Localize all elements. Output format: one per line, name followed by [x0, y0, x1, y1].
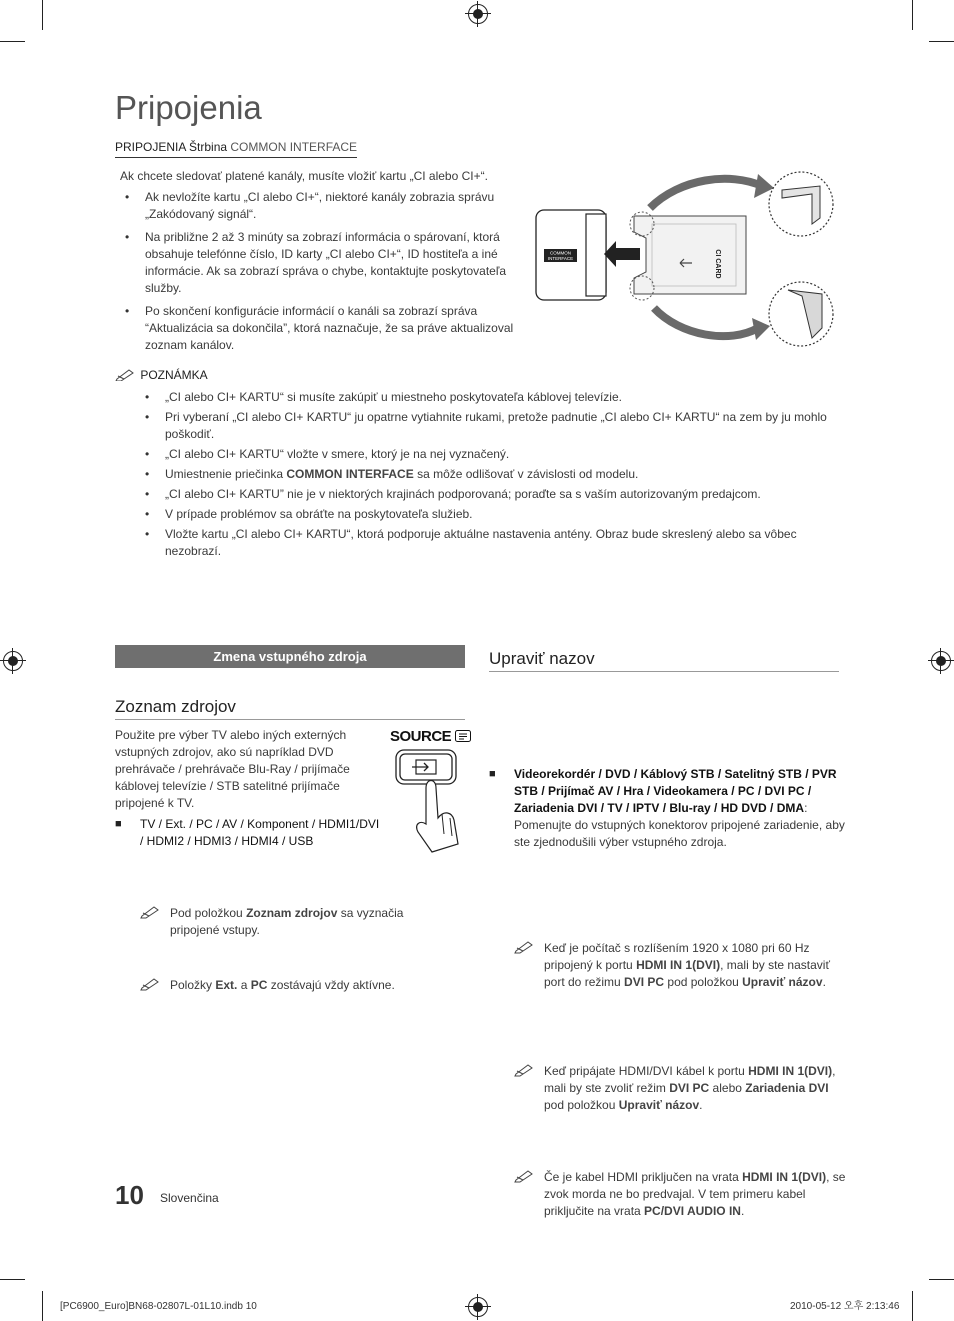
list-item — [140, 409, 845, 443]
memo-bold: PC/DVI AUDIO IN — [644, 1204, 741, 1218]
memo — [514, 940, 849, 991]
remote-source-button-icon — [392, 748, 468, 854]
note-text: Umiestnenie priečinka — [165, 467, 287, 481]
slot-opening — [586, 214, 606, 296]
memo-bold: Ext. — [215, 978, 238, 992]
memo-bold: Upraviť názov — [742, 975, 823, 989]
note-list — [140, 389, 845, 563]
memo-pen-icon — [514, 1063, 536, 1077]
crop-mark — [929, 1279, 954, 1280]
heading-rule — [489, 671, 839, 672]
memo-bold: HDMI IN 1(DVI) — [636, 958, 721, 972]
note-text: „CI alebo CI+ KARTU“ vložte v smere, ktorý je na nej vyznačený. — [165, 447, 510, 461]
list-item — [140, 389, 845, 406]
intro-bullets — [120, 189, 520, 354]
memo-pen-icon — [140, 905, 162, 919]
registration-mark-icon — [931, 651, 951, 671]
memo-text: pod položkou — [544, 1098, 619, 1112]
note-heading-text: POZNÁMKA — [140, 368, 208, 382]
memo-pen-icon — [514, 940, 536, 954]
memo-bold: DVI PC — [624, 975, 665, 989]
breadcrumb-highlight: COMMON INTERFACE — [230, 140, 358, 154]
source-button-label — [390, 728, 471, 745]
memo-bold: DVI PC — [669, 1081, 710, 1095]
registration-mark-icon — [3, 651, 23, 671]
print-file-info: [PC6900_Euro]BN68-02807L-01L10.indb 10 — [60, 1301, 257, 1312]
memo — [514, 1063, 849, 1114]
memo-text: Če je kabel HDMI priključen na vrata — [544, 1170, 743, 1184]
registration-mark-icon — [468, 1297, 488, 1317]
memo-text: a — [237, 978, 251, 992]
memo-text: , mali by ste nastaviť port do režimu — [544, 958, 830, 989]
memo-text: pod položkou — [664, 975, 743, 989]
note-text: „CI alebo CI+ KARTU” nie je v niektorých krajinách podporovaná; poraďte sa s vaším autorizovaným predajcom. — [165, 487, 761, 501]
list-item — [140, 486, 845, 503]
breadcrumb — [115, 139, 357, 158]
memo-text: , se zvok morda ne bo predvajal. V tem primeru kabel priključite na vrata — [544, 1170, 846, 1218]
memo-text: alebo — [709, 1081, 746, 1095]
crop-mark — [912, 0, 913, 30]
ci-card — [634, 216, 746, 294]
memo-text: sa vyznačia pripojené vstupy. — [170, 906, 404, 937]
note-text: sa môže odlišovať v závislosti od modelu. — [413, 467, 639, 481]
arrowhead-icon — [752, 318, 770, 340]
note-pen-icon — [115, 368, 137, 381]
list-item — [140, 446, 845, 463]
memo-bold: Upraviť názov — [618, 1098, 700, 1112]
memo — [514, 1169, 849, 1220]
crop-mark — [912, 1291, 913, 1321]
card-label: CI CARD — [714, 249, 721, 279]
rename-item — [489, 766, 854, 851]
page-number: 10 — [115, 1180, 144, 1210]
note-text: V prípade problémov sa obráťte na poskytovateľa služieb. — [165, 507, 473, 521]
memo-text: Položky — [170, 978, 216, 992]
registration-mark-icon — [468, 4, 488, 24]
footer-language: Slovenčina — [160, 1191, 219, 1205]
memo-text: Pod položkou — [170, 906, 247, 920]
crop-mark — [929, 41, 954, 42]
list-item: • Na približne 2 až 3 minúty sa zobrazí informácia o spárovaní, ktorá obsahuje telefónne číslo, ID karty „CI alebo CI+“, ID hostiteľa a iné informácie. Ak sa zobrazí správa o chybe, kontaktujte poskytovateľa služby. — [120, 229, 520, 297]
note-text: Pri vyberaní „CI alebo CI+ KARTU“ ju opatrne vytiahnite rukami, pretože padnutie „CI alebo CI+ KARTU“ na zem by ju mohlo poškodiť. — [165, 410, 827, 441]
slot-label-line2: INTERFACE — [547, 256, 574, 261]
memo-bold: HDMI IN 1(DVI) — [748, 1064, 833, 1078]
crop-mark — [0, 1279, 25, 1280]
memo — [140, 977, 455, 994]
print-date-info: 2010-05-12 오후 2:13:46 — [790, 1301, 900, 1312]
breadcrumb-prefix: PRIPOJENIA Štrbina — [115, 140, 231, 154]
rename-text: : Pomenujte do vstupných konektorov pripojené zariadenie, aby ste zjednodušili výber vstupného zdroja. — [514, 801, 845, 849]
curved-arrow-icon — [650, 179, 762, 208]
memo-text: , mali by ste zvoliť režim — [544, 1064, 836, 1095]
source-list-text: TV / Ext. / PC / AV / Komponent / HDMI1/DVI / HDMI2 / HDMI3 / HDMI4 / USB — [140, 817, 380, 848]
slot-label-line1: COMMON — [550, 250, 571, 256]
zoznam-zdrojov-heading: Zoznam zdrojov — [115, 697, 236, 716]
memo-bold: Zariadenia DVI — [745, 1081, 829, 1095]
memo — [140, 905, 455, 939]
memo-pen-icon — [140, 977, 162, 991]
memo-text: . — [822, 975, 826, 989]
note-bold: COMMON INTERFACE — [286, 467, 414, 481]
list-item: • Po skončení konfigurácie informácií o kanáli sa zobrazí správa “Aktualizácia sa dokončila”, ktorá naznačuje, že sa práve aktualizoval zoznam kanálov. — [120, 303, 520, 354]
crop-mark — [0, 41, 25, 42]
note-text: Vložte kartu „CI alebo CI+ KARTU“, ktorá podporuje aktuálne nastavenia antény. Obraz bude skreslený alebo sa vôbec nezobrazí. — [165, 527, 797, 558]
section-bar: Zmena vstupného zdroja — [115, 645, 465, 668]
memo-bold: HDMI IN 1(DVI) — [742, 1170, 827, 1184]
zoznam-zdrojov-paragraph: Použite pre výber TV alebo iných externých vstupných zdrojov, ako sú napríklad DVD prehrávače / prehrávače Blu-Ray / prijímače káblovej televízie / STB satelitné prijímače pripojené k TV. — [115, 728, 350, 810]
memo-text: . — [699, 1098, 703, 1112]
memo-text: zostávajú vždy aktívne. — [267, 978, 395, 992]
intro-text: Ak chcete sledovať platené kanály, musíte vložiť kartu „CI alebo CI+“. — [120, 169, 488, 183]
memo-text: . — [740, 1204, 745, 1218]
memo-text: Keď je počítač s rozlíšením 1920 x 1080 pri 60 Hz pripojený k portu — [544, 941, 810, 972]
memo-bold: Zoznam zdrojov — [246, 906, 338, 920]
memo-text: Keď pripájate HDMI/DVI kábel k portu — [544, 1064, 749, 1078]
source-list-item — [115, 816, 380, 850]
source-list-icon — [455, 730, 471, 742]
memo-bold: PC — [250, 978, 268, 992]
upravit-nazov-heading: Upraviť nazov — [489, 649, 595, 668]
crop-mark — [42, 1291, 43, 1321]
intro-section — [120, 168, 520, 357]
memo-pen-icon — [514, 1169, 536, 1183]
insert-arrow-icon — [604, 241, 640, 267]
source-label: SOURCE — [390, 728, 452, 745]
rename-devices: Videorekordér / DVD / Káblový STB / Satelitný STB / PVR STB / Prijímač AV / Hra / Videokamera / PC / DVI PC / Zariadenia DVI / TV / IPTV / Blu-ray / HD DVD / DMA — [514, 767, 837, 815]
list-item: • Ak nevložíte kartu „CI alebo CI+“, niektoré kanály zobrazia správu „Zakódovaný signál“. — [120, 189, 520, 223]
curved-arrow-icon — [654, 308, 758, 336]
crop-mark — [42, 0, 43, 30]
list-item — [140, 526, 845, 560]
zoom-circle-top — [769, 172, 833, 236]
ci-card-illustration — [530, 168, 840, 353]
list-item — [140, 466, 845, 483]
note-text: „CI alebo CI+ KARTU“ si musíte zakúpiť u miestneho poskytovateľa káblovej televízie. — [165, 390, 622, 404]
heading-rule — [115, 719, 465, 720]
note-heading — [115, 367, 208, 384]
list-item — [140, 506, 845, 523]
page-title: Pripojenia — [115, 89, 262, 126]
